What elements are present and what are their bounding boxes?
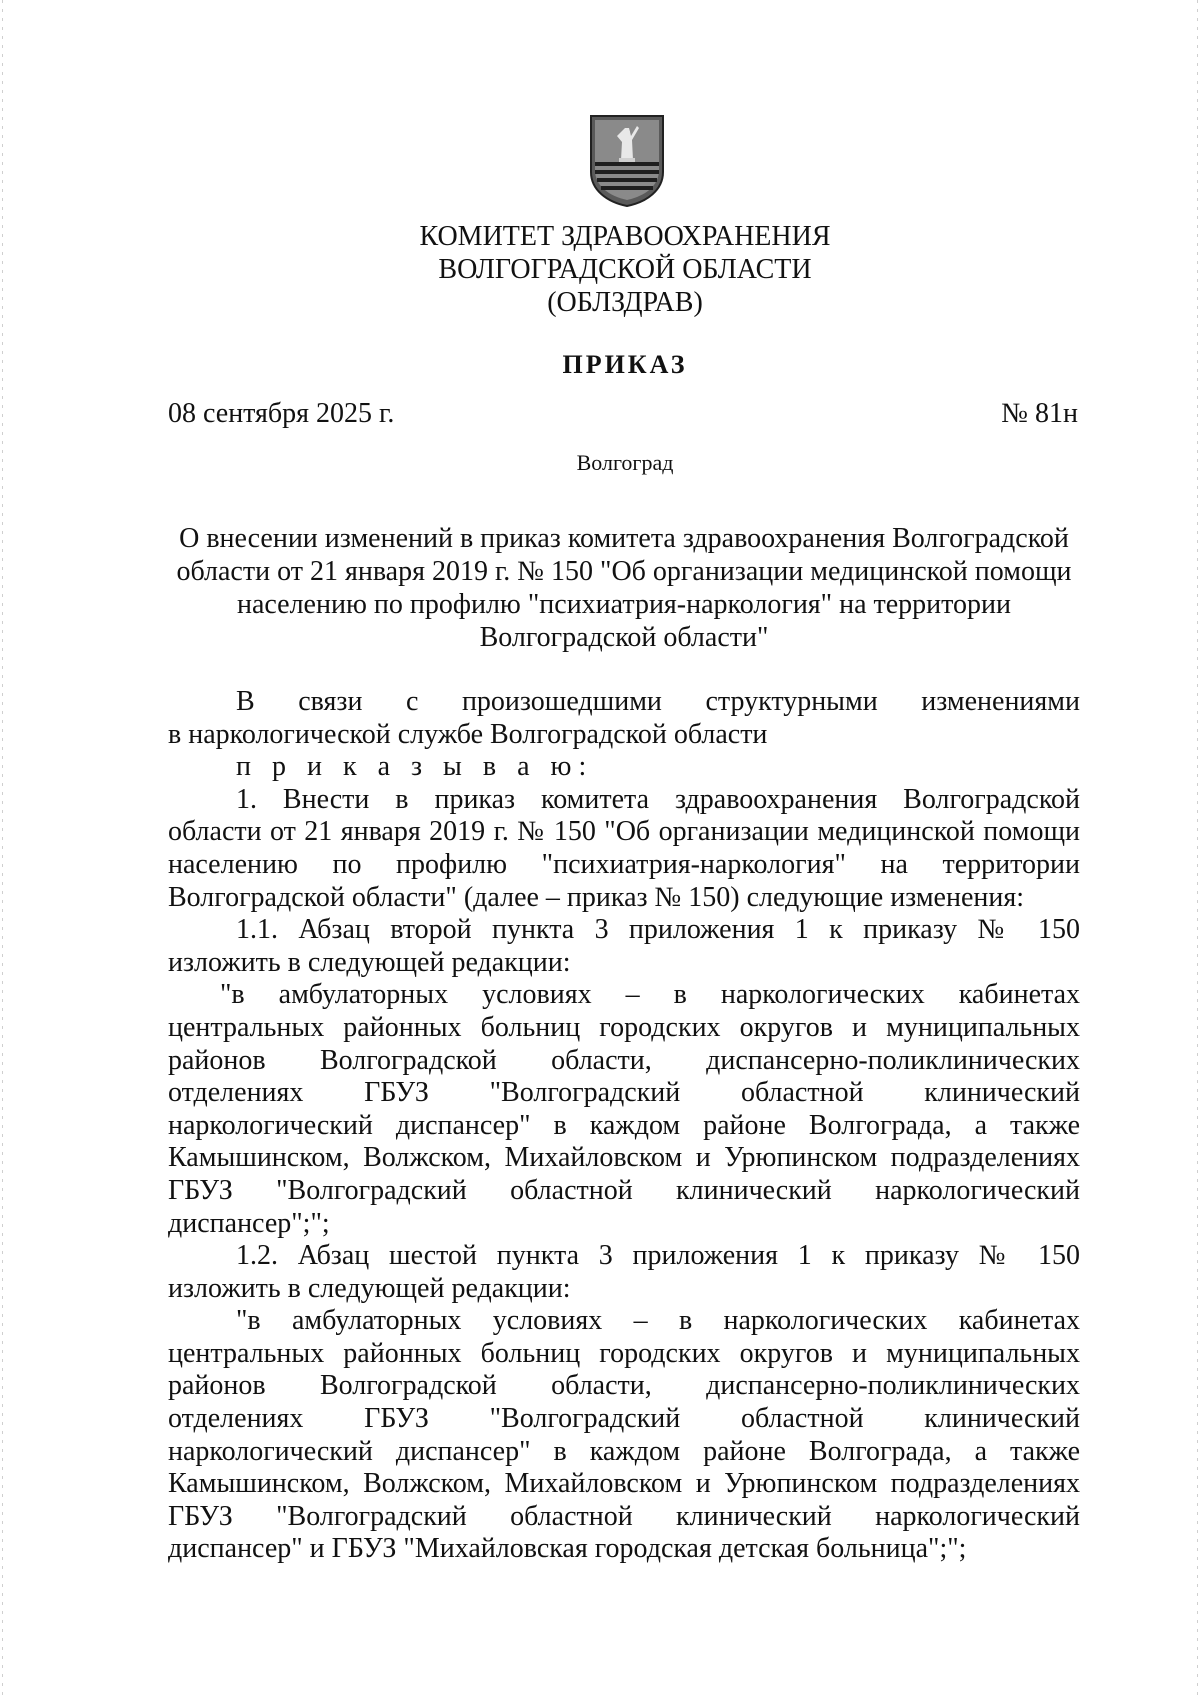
org-name-abbrev: (ОБЛЗДРАВ) [547,287,703,318]
org-name-line2: ВОЛГОГРАДСКОЙ ОБЛАСТИ [438,254,812,285]
body-line: "в амбулаторных условиях – в наркологических кабинетах [220,979,1080,1011]
document-body [168,686,1080,1566]
subject-line: Волгоградской области" [479,622,769,653]
body-line: отделениях ГБУЗ "Волгоградский областной клинический [168,1403,1080,1435]
body-line: ГБУЗ "Волгоградский областной клинический наркологический [168,1500,1080,1532]
document-city: Волгоград [576,450,674,475]
body-line: В связи с произошедшими структурными изменениями [236,686,1080,717]
body-line: отделениях ГБУЗ "Волгоградский областной клинический [168,1077,1080,1109]
document-number: № 81н [1001,398,1078,429]
body-line: центральных районных больниц городских округов и муниципальных [168,1011,1080,1043]
body-line: районов Волгоградской области, диспансерно-поликлинических [168,1044,1080,1076]
body-line: ГБУЗ "Волгоградский областной клинический наркологический [168,1174,1080,1206]
body-line: диспансер";"; [168,1207,330,1239]
subject-line: О внесении изменений в приказ комитета здравоохранения Волгоградской [179,523,1069,554]
body-line: Камышинском, Волжском, Михайловском и Урюпинском подразделениях [168,1468,1080,1500]
body-line: населению по профилю "психиатрия-наркология" на территории [168,848,1080,880]
body-line: наркологический диспансер" в каждом районе Волгограда, а также [168,1109,1080,1141]
body-line: 1.1. Абзац второй пункта 3 приложения 1 к приказу № 150 [236,914,1080,946]
body-line: Волгоградской области" (далее – приказ № 150) следующие изменения: [168,881,1025,913]
body-line: в наркологической службе Волгоградской области [168,718,768,750]
body-line: "в амбулаторных условиях – в наркологических кабинетах [236,1305,1080,1337]
document-subject [168,522,1080,654]
body-line: 1.2. Абзац шестой пункта 3 приложения 1 к приказу № 150 [236,1240,1080,1272]
body-line: изложить в следующей редакции: [168,1272,571,1304]
body-line: области от 21 января 2019 г. № 150 "Об организации медицинской помощи [168,816,1080,848]
org-name-line1: КОМИТЕТ ЗДРАВООХРАНЕНИЯ [419,221,831,252]
body-line: наркологический диспансер" в каждом районе Волгограда, а также [168,1435,1080,1467]
document-date: 08 сентября 2025 г. [168,398,395,429]
body-line: районов Волгоградской области, диспансерно-поликлинических [168,1370,1080,1402]
subject-line: области от 21 января 2019 г. № 150 "Об организации медицинской помощи [176,556,1072,587]
document-type-title: ПРИКАЗ [562,350,688,379]
body-line: изложить в следующей редакции: [168,946,571,978]
body-line: Камышинском, Волжском, Михайловском и Урюпинском подразделениях [168,1142,1080,1174]
body-line: центральных районных больниц городских округов и муниципальных [168,1337,1080,1369]
subject-line: населению по профилю "психиатрия-наркология" на территории [236,589,1012,620]
body-line: диспансер" и ГБУЗ "Михайловская городская детская больница";"; [168,1533,967,1565]
order-word: п р и к а з ы в а ю: [236,751,594,783]
coat-of-arms-emblem [589,114,665,208]
body-line: 1. Внести в приказ комитета здравоохранения Волгоградской [236,783,1080,815]
